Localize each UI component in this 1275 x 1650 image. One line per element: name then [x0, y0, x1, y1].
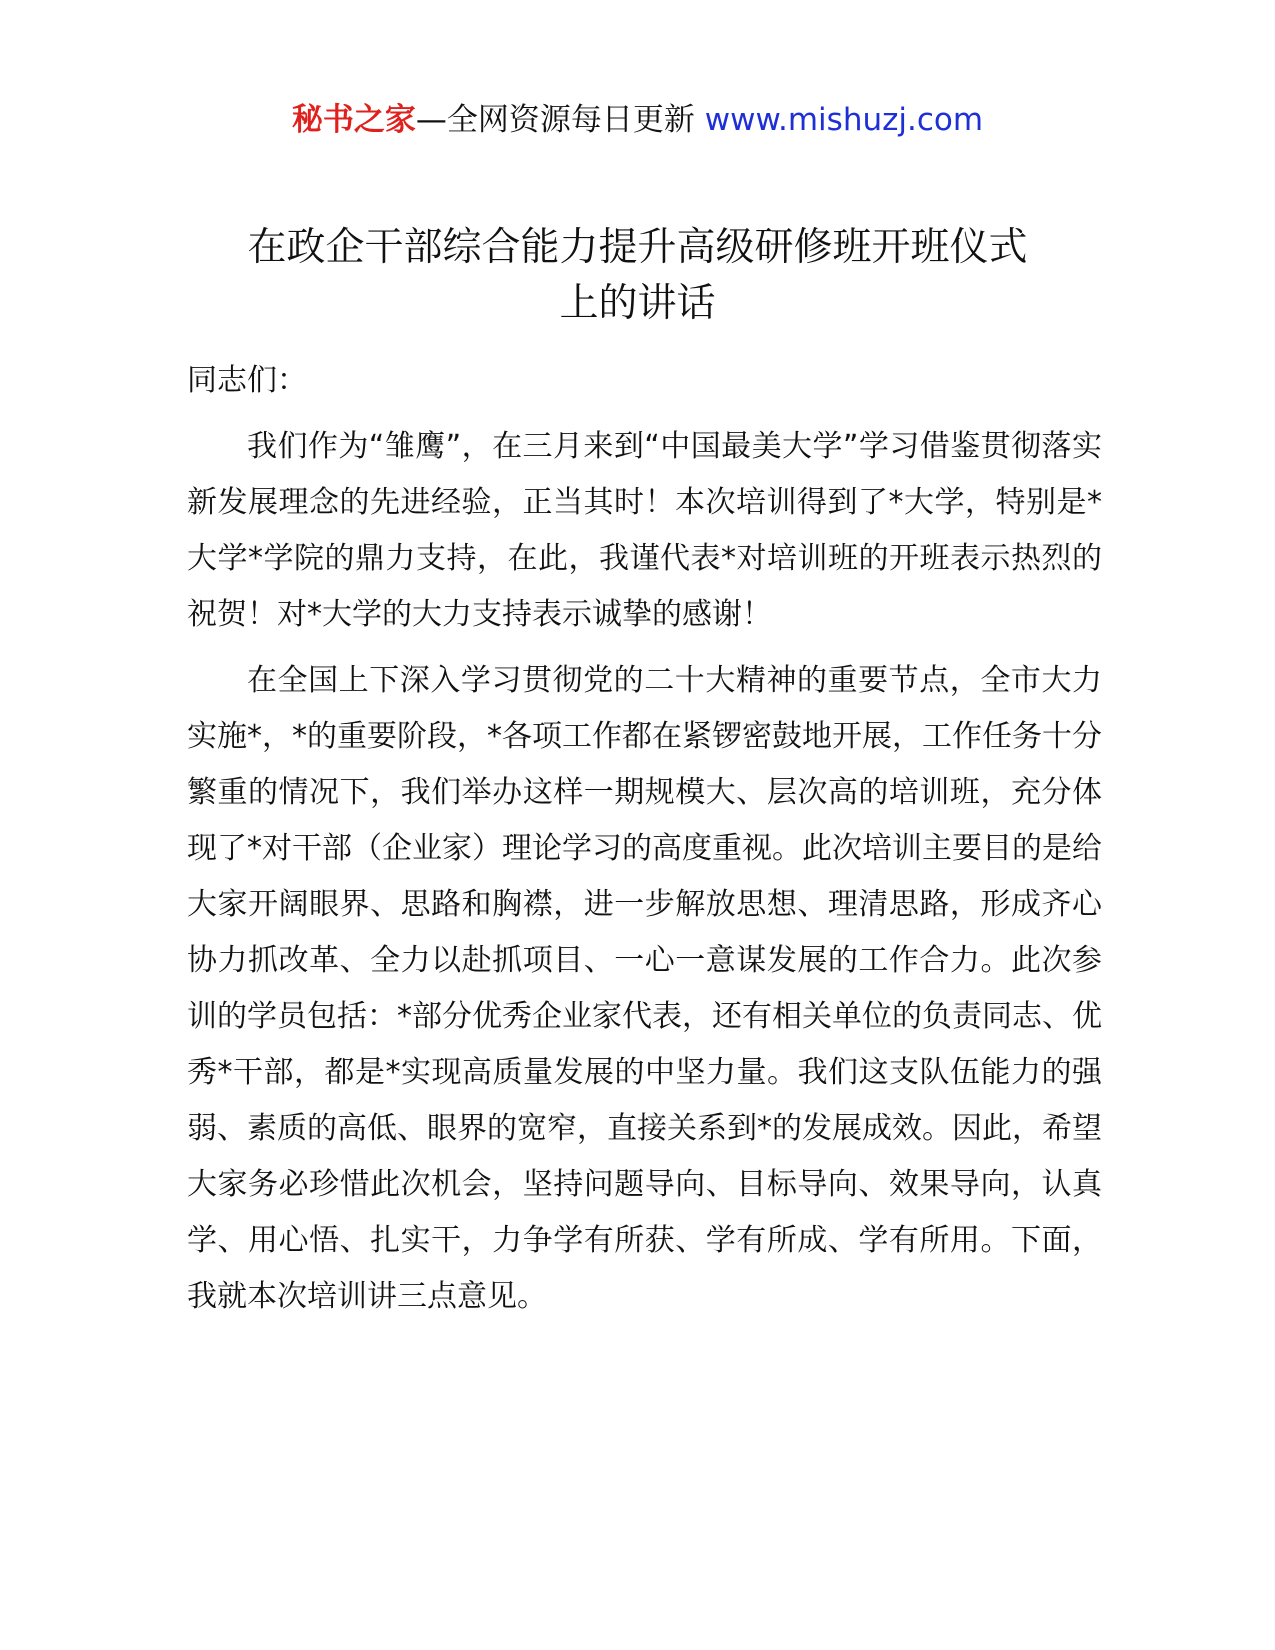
- title-line-2: 上的讲话: [559, 281, 716, 326]
- salutation: 同志们：: [187, 363, 307, 398]
- site-url-link[interactable]: www.mishuzj.com: [704, 102, 984, 138]
- paragraph-2: 在全国上下深入学习贯彻党的二十大精神的重要节点，全市大力实施*，*的重要阶段，*各项工作都在紧锣密鼓地开展，工作任务十分繁重的情况下，我们举办这样一期规模大、层次高的培训班，充分体现了*对干部（企业家）理论学习的高度重视。此次培训主要目的是给大家开阔眼界、思路和胸襟，进一步解放思想、理清思路，形成齐心协力抓改革、全力以赴抓项目、一心一意谋发展的工作合力。此次参训的学员包括：*部分优秀企业家代表，还有相关单位的负责同志、优秀*干部，都是*实现高质量发展的中坚力量。我们这支队伍能力的强弱、素质的高低、眼界的宽窄，直接关系到*的发展成效。因此，希望大家务必珍惜此次机会，坚持问题导向、目标导向、效果导向，认真学、用心悟、扎实干，力争学有所获、学有所成、学有所用。下面，我就本次培训讲三点意见。: [187, 663, 1102, 1314]
- document-body: [187, 353, 1102, 1335]
- paragraph-1: 我们作为“雏鹰”，在三月来到“中国最美大学”学习借鉴贯彻落实新发展理念的先进经验，正当其时！本次培训得到了*大学，特别是*大学*学院的鼎力支持，在此，我谨代表*对培训班的开班表示热烈的祝贺！对*大学的大力支持表示诚挚的感谢！: [187, 429, 1102, 632]
- site-header: [0, 100, 1275, 140]
- title-line-1: 在政企干部综合能力提升高级研修班开班仪式: [247, 225, 1028, 270]
- document-title: [180, 220, 1095, 332]
- header-tagline: —全网资源每日更新: [415, 102, 695, 138]
- brand-name: 秘书之家: [291, 102, 416, 138]
